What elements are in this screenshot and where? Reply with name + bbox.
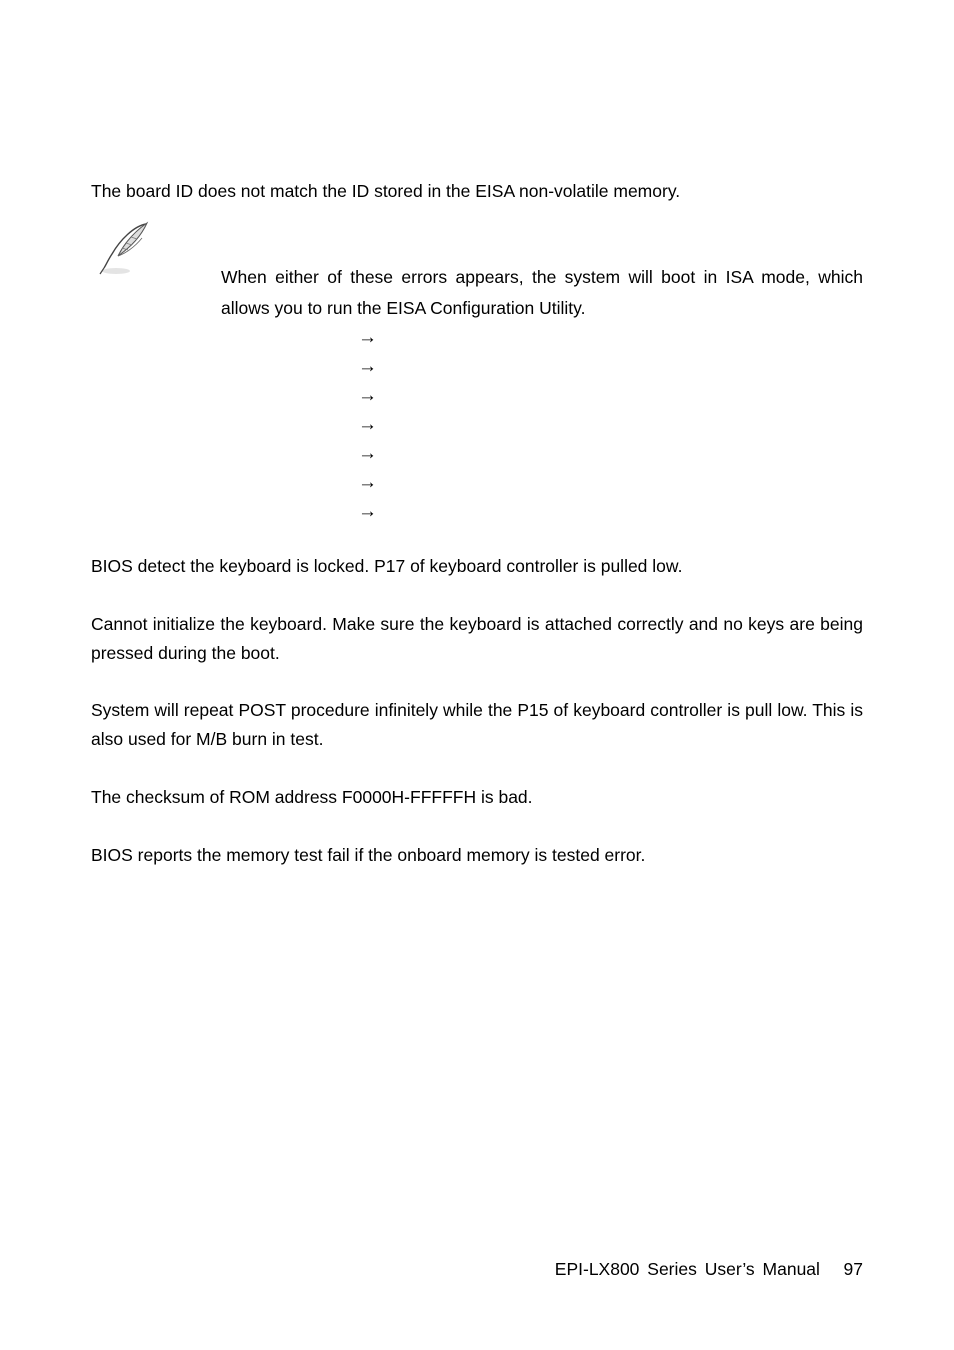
paragraph-keyboard-locked: BIOS detect the keyboard is locked. P17 of keyboard controller is pulled low. xyxy=(91,556,683,576)
arrow-1: → xyxy=(358,327,377,348)
page-footer xyxy=(555,1259,863,1280)
arrow-5: → xyxy=(358,443,377,464)
note-text: When either of these errors appears, the system will boot in ISA mode, which allows you to run the EISA Configuration Utility. xyxy=(221,267,863,318)
arrow-7: → xyxy=(358,501,377,522)
paragraph-board-id: The board ID does not match the ID stored in the EISA non-volatile memory. xyxy=(91,181,681,201)
paragraph-keyboard-init: Cannot initialize the keyboard. Make sure the keyboard is attached correctly and no keys are being pressed during the boot. xyxy=(91,614,863,663)
arrow-4: → xyxy=(358,414,377,435)
paragraph-memory-test: BIOS reports the memory test fail if the onboard memory is tested error. xyxy=(91,845,646,865)
paragraph-post-repeat: System will repeat POST procedure infinitely while the P15 of keyboard controller is pull low. This is also used for M/B burn in test. xyxy=(91,700,863,749)
arrow-2: → xyxy=(358,356,377,377)
paragraph-rom-checksum: The checksum of ROM address F0000H-FFFFFH is bad. xyxy=(91,787,533,807)
arrow-6: → xyxy=(358,472,377,493)
arrow-3: → xyxy=(358,385,377,406)
feather-quill-icon xyxy=(94,218,160,278)
page-number: 97 xyxy=(843,1259,863,1279)
manual-title: EPI-LX800 Series User’s Manual xyxy=(554,1259,820,1279)
